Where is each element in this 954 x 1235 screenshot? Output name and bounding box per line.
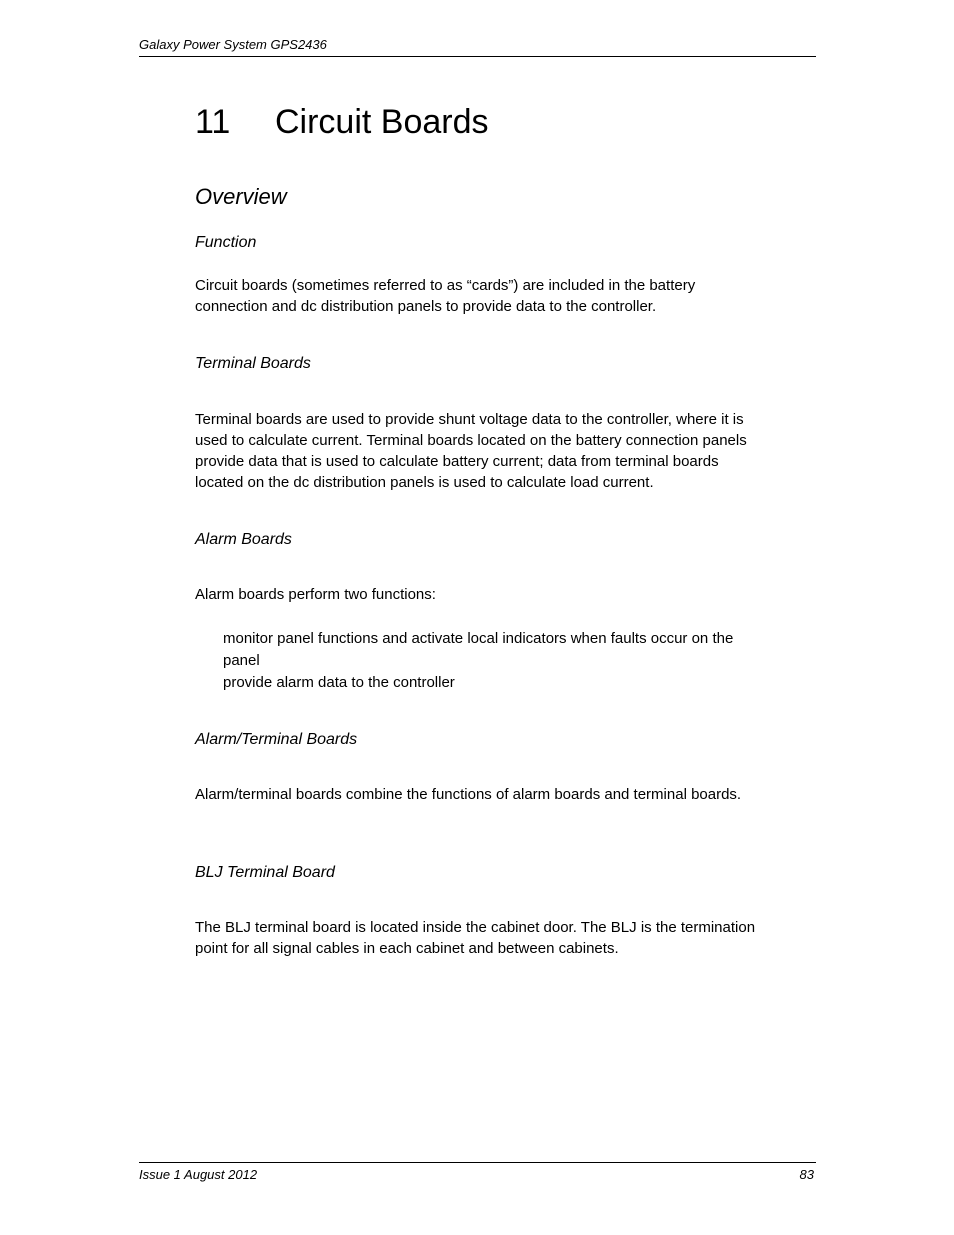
page-number: 83 [799, 1167, 814, 1182]
blj-terminal-board-heading: BLJ Terminal Board [195, 864, 335, 881]
alarm-boards-heading: Alarm Boards [195, 531, 292, 548]
alarm-boards-paragraph: Alarm boards perform two functions: [195, 586, 436, 603]
terminal-boards-paragraph: Terminal boards are used to provide shunt voltage data to the controller, where it is used to calculate current. Terminal boards located on the battery connection panels provide data that is used to calculate battery current; data from terminal boards located on the dc distribution panels is used to calculate load current. [195, 411, 747, 491]
terminal-boards-heading: Terminal Boards [195, 355, 311, 372]
list-item: provide alarm data to the controller [223, 674, 455, 691]
alarm-boards-list [223, 628, 763, 694]
running-header [139, 37, 816, 57]
running-footer [139, 1162, 816, 1183]
overview-heading: Overview [195, 184, 287, 209]
function-paragraph: Circuit boards (sometimes referred to as “cards”) are included in the battery connection and dc distribution panels to provide data to the controller. [195, 277, 696, 315]
chapter-number: 11 [195, 103, 231, 141]
chapter-title-text: Circuit Boards [275, 103, 489, 141]
running-header-text: Galaxy Power System GPS2436 [139, 37, 327, 52]
footer-issue-date: Issue 1 August 2012 [139, 1167, 258, 1182]
alarm-terminal-boards-paragraph: Alarm/terminal boards combine the functions of alarm boards and terminal boards. [195, 786, 742, 803]
alarm-terminal-boards-heading: Alarm/Terminal Boards [195, 731, 358, 748]
function-heading: Function [195, 234, 257, 251]
list-item: monitor panel functions and activate local indicators when faults occur on the panel [223, 630, 734, 669]
chapter-title [195, 100, 489, 144]
blj-terminal-board-paragraph: The BLJ terminal board is located inside the cabinet door. The BLJ is the termination point for all signal cables in each cabinet and between cabinets. [195, 919, 756, 957]
